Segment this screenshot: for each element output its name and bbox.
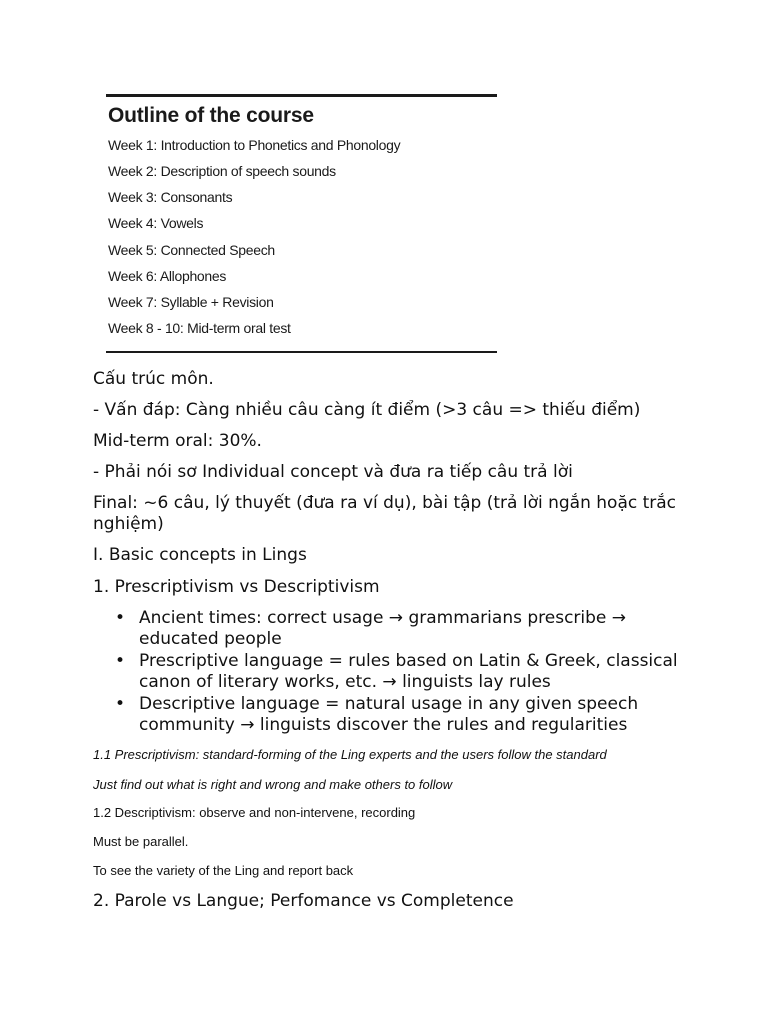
prescriptivism-note: Just find out what is right and wrong and make others to follow xyxy=(93,777,453,792)
list-item-text: Descriptive language = natural usage in any given speech community → linguists discover the rules and regularities xyxy=(139,694,639,735)
prescriptivism-definition: 1.1 Prescriptivism: standard-forming of the Ling experts and the users follow the standard xyxy=(93,747,607,762)
outline-week-item: Week 2: Description of speech sounds xyxy=(108,163,336,179)
course-structure-text: Cấu trúc môn. xyxy=(93,369,214,389)
outline-week-item: Week 6: Allophones xyxy=(108,268,227,284)
speaking-note: - Phải nói sơ Individual concept và đưa ra tiếp câu trả lời xyxy=(93,462,573,482)
bullet-icon: • xyxy=(115,608,126,628)
outline-week-item: Week 4: Vowels xyxy=(108,215,204,231)
outline-bottom-rule xyxy=(106,351,497,353)
outline-week-item: Week 1: Introduction to Phonetics and Phonology xyxy=(108,137,401,153)
outline-week-item: Week 8 - 10: Mid-term oral test xyxy=(108,320,291,336)
descriptivism-definition: 1.2 Descriptivism: observe and non-intervene, recording xyxy=(93,805,416,820)
variety-note: To see the variety of the Ling and report back xyxy=(93,863,354,878)
outline-week-item: Week 3: Consonants xyxy=(108,189,233,205)
oral-exam-note: - Vấn đáp: Càng nhiều câu càng ít điểm (>3 câu => thiếu điểm) xyxy=(93,400,641,420)
list-item xyxy=(93,608,693,650)
midterm-weight-note: Mid-term oral: 30%. xyxy=(93,431,262,451)
section-heading: I. Basic concepts in Lings xyxy=(93,545,307,565)
list-item xyxy=(93,651,693,693)
list-item xyxy=(93,694,693,736)
subsection-heading: 1. Prescriptivism vs Descriptivism xyxy=(93,577,380,597)
bullet-icon: • xyxy=(115,694,126,714)
list-item-text: Ancient times: correct usage → grammarians prescribe → educated people xyxy=(139,608,627,649)
outline-top-rule xyxy=(106,94,497,97)
list-item-text: Prescriptive language = rules based on Latin & Greek, classical canon of literary works, etc. → linguists lay rules xyxy=(139,651,678,692)
bullet-list xyxy=(93,608,693,737)
subsection-heading: 2. Parole vs Langue; Perfomance vs Completence xyxy=(93,891,514,911)
outline-week-item: Week 5: Connected Speech xyxy=(108,242,275,258)
outline-week-item: Week 7: Syllable + Revision xyxy=(108,294,274,310)
outline-title: Outline of the course xyxy=(108,104,314,127)
parallel-note: Must be parallel. xyxy=(93,834,189,849)
final-exam-note: Final: ~6 câu, lý thuyết (đưa ra ví dụ), bài tập (trả lời ngắn hoặc trắc nghiệm) xyxy=(93,493,677,534)
bullet-icon: • xyxy=(115,651,126,671)
course-outline-figure xyxy=(106,94,497,354)
